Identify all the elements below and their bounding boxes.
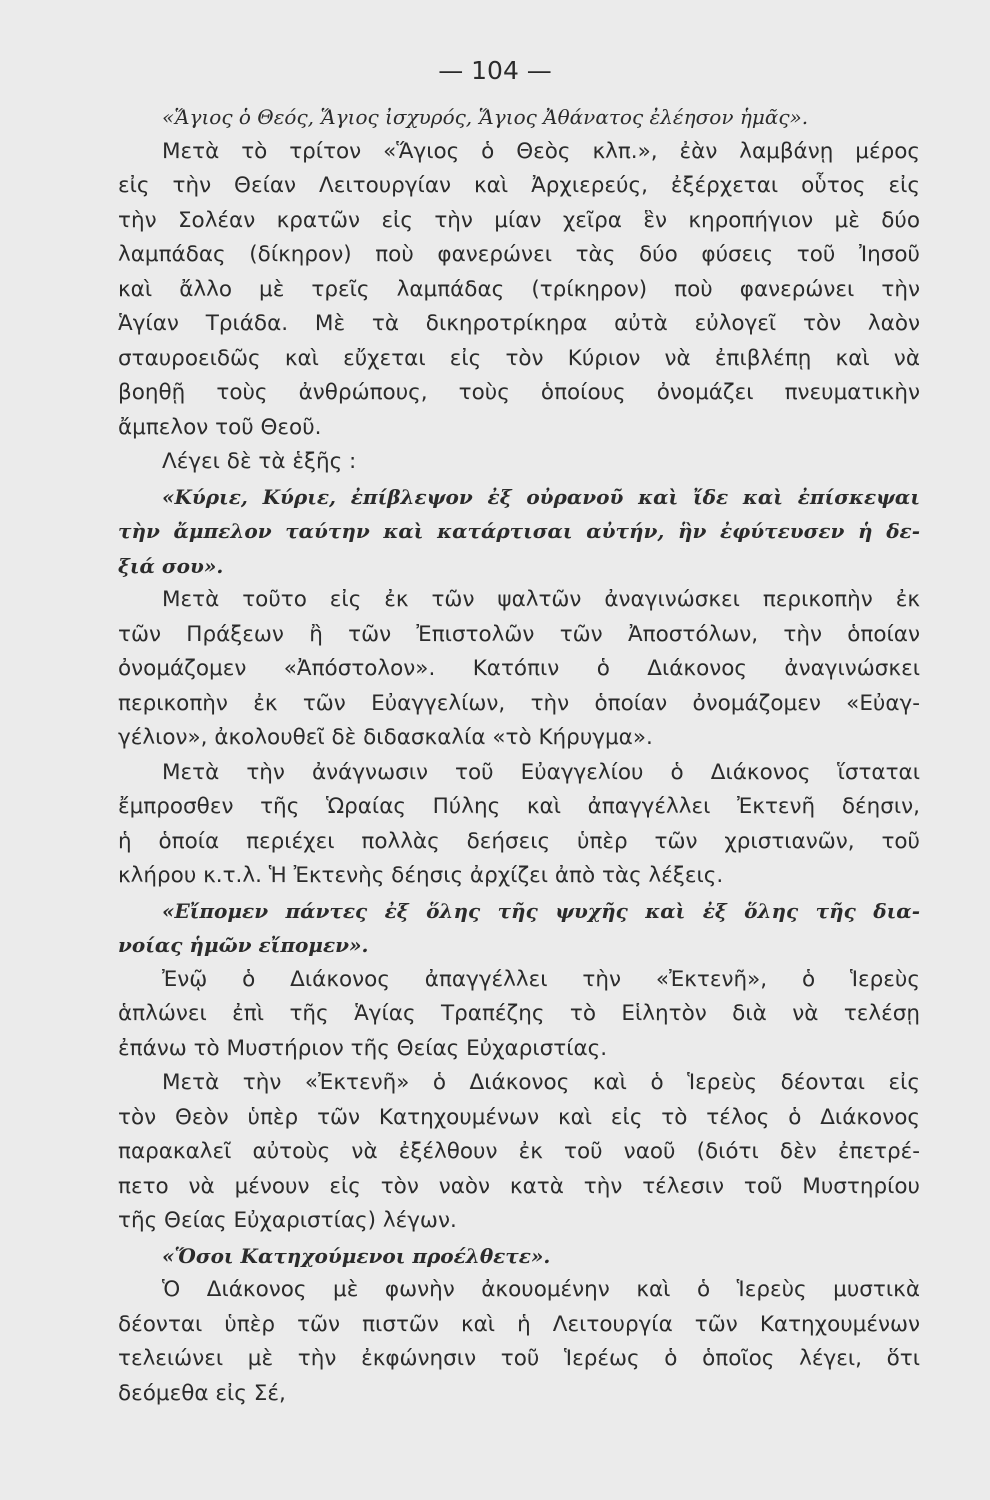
- text-line: ξιά σου».: [118, 553, 224, 578]
- text-line: τῆς Θείας Εὐχαριστίας) λέγων.: [118, 1208, 457, 1233]
- text-line: «Κύριε, Κύριε, ἐπίβλεψον ἐξ οὐρανοῦ καὶ ἴδε καὶ ἐπίσκεψαι: [162, 484, 920, 509]
- text-line: τὴν ἄμπελον ταύτην καὶ κατάρτισαι αὐτήν, ἣν ἐφύτευσεν ἡ δε-: [118, 519, 920, 543]
- text-line: δεόμεθα εἰς Σέ,: [118, 1380, 286, 1406]
- text-line: «Εἴπομεν πάντες ἐξ ὅλης τῆς ψυχῆς καὶ ἐξ ὅλης τῆς δια-: [162, 898, 920, 923]
- text-line: σταυροειδῶς καὶ εὔχεται εἰς τὸν Κύριον νὰ ἐπιβλέπῃ καὶ νὰ: [118, 345, 920, 371]
- text-line: πετο νὰ μένουν εἰς τὸν ναὸν κατὰ τὴν τέλεσιν τοῦ Μυστηρίου: [118, 1173, 920, 1199]
- text-line: βοηθῇ τοὺς ἀνθρώπους, τοὺς ὁποίους ὀνομάζει πνευματικὴν: [118, 380, 920, 405]
- text-line: τελειώνει μὲ τὴν ἐκφώνησιν τοῦ Ἱερέως ὁ ὁποῖος λέγει, ὅτι: [118, 1346, 920, 1371]
- text-line: Μετὰ τὴν ἀνάγνωσιν τοῦ Εὐαγγελίου ὁ Διάκονος ἵσταται: [162, 759, 920, 785]
- text-line: Μετὰ τοῦτο εἰς ἐκ τῶν ψαλτῶν ἀναγινώσκει περικοπὴν ἐκ: [162, 587, 920, 612]
- text-line: γέλιον», ἀκολουθεῖ δὲ διδασκαλία «τὸ Κήρυγμα».: [118, 725, 653, 750]
- text-line: Ὁ Διάκονος μὲ φωνὴν ἀκουομένην καὶ ὁ Ἱερεὺς μυστικὰ: [162, 1277, 920, 1302]
- text-line: «Ἅγιος ὁ Θεός, Ἅγιος ἰσχυρός, Ἅγιος Ἀθάνατος ἐλέησον ἡμᾶς».: [162, 105, 809, 129]
- text-line: τὸν Θεὸν ὑπὲρ τῶν Κατηχουμένων καὶ εἰς τὸ τέλος ὁ Διάκονος: [118, 1104, 920, 1130]
- text-line: λαμπάδας (δίκηρον) ποὺ φανερώνει τὰς δύο φύσεις τοῦ Ἰησοῦ: [118, 242, 920, 267]
- text-line: Μετὰ τὴν «Ἐκτενῆ» ὁ Διάκονος καὶ ὁ Ἱερεὺς δέονται εἰς: [162, 1070, 920, 1095]
- text-line: περικοπὴν ἐκ τῶν Εὐαγγελίων, τὴν ὁποίαν ὀνομάζομεν «Εὐαγ-: [118, 690, 920, 716]
- text-line: Μετὰ τὸ τρίτον «Ἅγιος ὁ Θεὸς κλπ.», ἐὰν λαμβάνῃ μέρος: [162, 138, 920, 164]
- text-line: «Ὅσοι Κατηχούμενοι προέλθετε».: [162, 1243, 551, 1268]
- text-line: Ἁγίαν Τριάδα. Μὲ τὰ δικηροτρίκηρα αὐτὰ εὐλογεῖ τὸν λαὸν: [118, 311, 920, 336]
- text-line: ἔμπροσθεν τῆς Ὡραίας Πύλης καὶ ἀπαγγέλλει Ἐκτενῆ δέησιν,: [118, 794, 920, 819]
- page-number: — 104 —: [438, 56, 552, 85]
- text-line: ὀνομάζομεν «Ἀπόστολον». Κατόπιν ὁ Διάκονος ἀναγινώσκει: [118, 656, 920, 681]
- text-line: Ἐνῷ ὁ Διάκονος ἀπαγγέλλει τὴν «Ἐκτενῆ», ὁ Ἱερεὺς: [162, 966, 920, 992]
- text-line: εἰς τὴν Θείαν Λειτουργίαν καὶ Ἀρχιερεύς, ἐξέρχεται οὗτος εἰς: [118, 173, 920, 198]
- text-line: ἐπάνω τὸ Μυστήριον τῆς Θείας Εὐχαριστίας.: [118, 1035, 608, 1061]
- text-line: ἡ ὁποία περιέχει πολλὰς δεήσεις ὑπὲρ τῶν χριστιανῶν, τοῦ: [118, 828, 920, 854]
- text-line: κλήρου κ.τ.λ. Ἡ Ἐκτενὴς δέησις ἀρχίζει ἀπὸ τὰς λέξεις.: [118, 863, 724, 888]
- text-line: καὶ ἄλλο μὲ τρεῖς λαμπάδας (τρίκηρον) ποὺ φανερώνει τὴν: [118, 276, 920, 302]
- text-line: ἄμπελον τοῦ Θεοῦ.: [118, 414, 322, 440]
- text-line: παρακαλεῖ αὐτοὺς νὰ ἐξέλθουν ἐκ τοῦ ναοῦ (διότι δὲν ἐπετρέ-: [118, 1139, 920, 1164]
- body-text: [118, 100, 920, 1411]
- text-line: τὴν Σολέαν κρατῶν εἰς τὴν μίαν χεῖρα ἓν κηροπήγιον μὲ δύο: [118, 207, 920, 233]
- text-line: νοίας ἡμῶν εἴπομεν».: [118, 933, 369, 957]
- text-line: Λέγει δὲ τὰ ἑξῆς :: [162, 449, 357, 474]
- text-line: ἁπλώνει ἐπὶ τῆς Ἁγίας Τραπέζης τὸ Εἱλητὸν διὰ νὰ τελέσῃ: [118, 1001, 920, 1026]
- text-line: δέονται ὑπὲρ τῶν πιστῶν καὶ ἡ Λειτουργία τῶν Κατηχουμένων: [118, 1311, 920, 1337]
- text-line: τῶν Πράξεων ἢ τῶν Ἐπιστολῶν τῶν Ἀποστόλων, τὴν ὁποίαν: [118, 621, 920, 647]
